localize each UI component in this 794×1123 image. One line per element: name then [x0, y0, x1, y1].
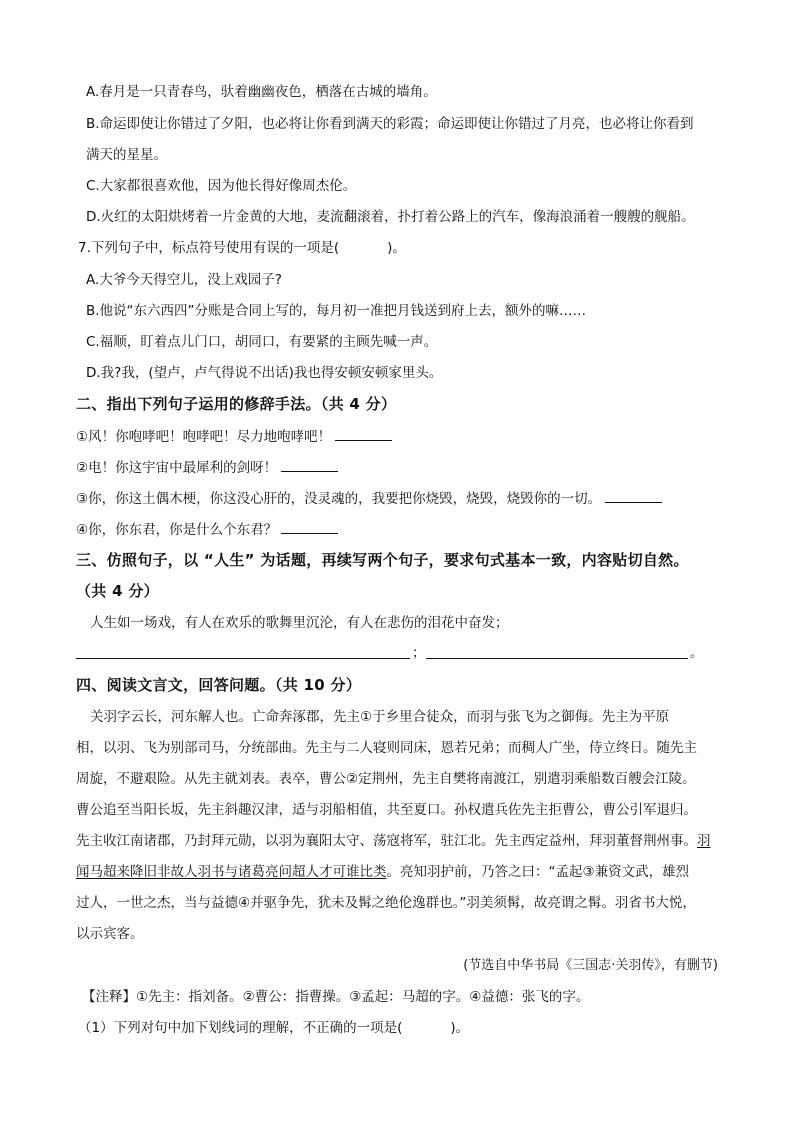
answer-blank[interactable] [281, 519, 338, 534]
passage-text: 。亮知羽护前，乃答之曰：“孟起③兼资文武，雄烈 [386, 864, 690, 880]
question-1-end: )。 [450, 1020, 470, 1036]
answer-blank[interactable] [335, 426, 392, 441]
rhetoric-item-2 [76, 457, 338, 478]
underlined-text: 羽 [697, 833, 711, 849]
answer-line-1[interactable] [76, 658, 410, 659]
passage-line: 曹公追至当阳长坂，先主斜趣汉津，适与羽船相值，共至夏口。孙权遣兵佐先主拒曹公，曹公引军退归。 [76, 802, 697, 818]
question-1 [78, 1018, 469, 1038]
q7-option-b: B.他说“东六西四”分账是合同上写的，每月初一准把月钱送到府上去，额外的嘛…… [86, 303, 587, 319]
q7-option-c: C.福顺，盯着点儿门口，胡同口，有要紧的主顾先喊一声。 [86, 334, 438, 350]
passage-source: (节选自中华书局《三国志·关羽传》，有删节) [463, 958, 718, 973]
section-2-title: 二、指出下列句子运用的修辞手法。（共 4 分） [76, 395, 397, 413]
semicolon: ； [412, 645, 426, 661]
passage-line: 关羽字云长，河东解人也。亡命奔涿郡，先主①于乡里合徒众，而羽与张飞为之御侮。先主为平原 [90, 709, 670, 725]
q7-option-a: A.大爷今天得空儿，没上戏园子? [86, 272, 282, 288]
option-a: A.春月是一只青春鸟，驮着幽幽夜色，栖落在古城的墙角。 [86, 84, 437, 100]
passage-text: 先主收江南诸郡，乃封拜元勋，以羽为襄阳太守、荡寇将军，驻江北。先主西定益州，拜羽董督荆州事。 [76, 833, 697, 849]
question-7-stem-end: )。 [387, 240, 406, 256]
answer-blank[interactable] [281, 457, 338, 472]
option-b: B.命运即使让你错过了夕阳，也必将让你看到满天的彩霞；命运即使让你错过了月亮，也必将让你看到 [86, 116, 694, 132]
rhetoric-item-4-text: ④你，你东君，你是什么个东君？ [76, 522, 278, 538]
rhetoric-item-3 [76, 488, 662, 509]
section-3-title: 三、仿照句子，以 “人生” 为话题，再续写两个句子，要求句式基本一致，内容贴切自然。 [76, 551, 689, 569]
option-d: D.火红的太阳烘烤着一片金黄的大地，麦流翻滚着，扑打着公路上的汽车，像海浪涌着一艘艘的舰船。 [86, 209, 695, 225]
section-3-title-score: （共 4 分） [76, 582, 159, 600]
passage-line: 周旋，不避艰险。从先主就刘表。表卒，曹公②定荆州，先主自樊将南渡江，别遣羽乘船数百艘会江陵。 [76, 771, 696, 787]
passage-line [76, 862, 689, 882]
option-b-continued: 满天的星星。 [86, 147, 167, 163]
example-sentence: 人生如一场戏，有人在欢乐的歌舞里沉沦，有人在悲伤的泪花中奋发； [90, 615, 509, 631]
rhetoric-item-2-text: ②电！你这宇宙中最犀利的剑呀！ [76, 460, 278, 476]
rhetoric-item-1-text: ①风！你咆哮吧！咆哮吧！尽力地咆哮吧！ [76, 429, 332, 445]
rhetoric-item-1 [76, 426, 392, 447]
option-c: C.大家都很喜欢他，因为他长得好像周杰伦。 [86, 178, 357, 194]
period: 。 [690, 645, 704, 661]
question-1-stem: （1）下列对句中加下划线词的理解，不正确的一项是( [78, 1020, 403, 1036]
q7-option-d: D.我?我，(望卢，卢气得说不出话)我也得安顿安顿家里头。 [86, 365, 443, 381]
rhetoric-item-3-text: ③你，你这土偶木梗，你这没心肝的，没灵魂的，我要把你烧毁，烧毁，烧毁你的一切。 [76, 491, 602, 507]
answer-line-2[interactable] [426, 658, 688, 659]
passage-line: 相，以羽、飞为别部司马，分统部曲。先主与二人寝则同床，恩若兄弟；而稠人广坐，侍立终日。随先主 [76, 740, 697, 756]
question-7-stem [78, 238, 406, 258]
passage-line [76, 831, 711, 851]
passage-line: 过人，一世之杰，当与益德④并驱争先，犹未及髯之绝伦逸群也。”羽美须髯，故亮谓之髯。羽省书大悦， [76, 895, 696, 911]
answer-blank[interactable] [605, 488, 662, 503]
section-4-title: 四、阅读文言文，回答问题。（共 10 分） [76, 676, 362, 694]
question-7-stem-start: 7.下列句子中，标点符号使用有误的一项是( [78, 240, 340, 256]
rhetoric-item-4 [76, 519, 338, 540]
underlined-sentence: 闻马超来降旧非故人羽书与诸葛亮问超人才可谁比类 [76, 864, 387, 880]
annotations: 【注释】①先主：指刘备。②曹公：指曹操。③孟起：马超的字。④益德：张飞的字。 [82, 989, 590, 1005]
passage-line: 以示宾客。 [76, 926, 144, 942]
